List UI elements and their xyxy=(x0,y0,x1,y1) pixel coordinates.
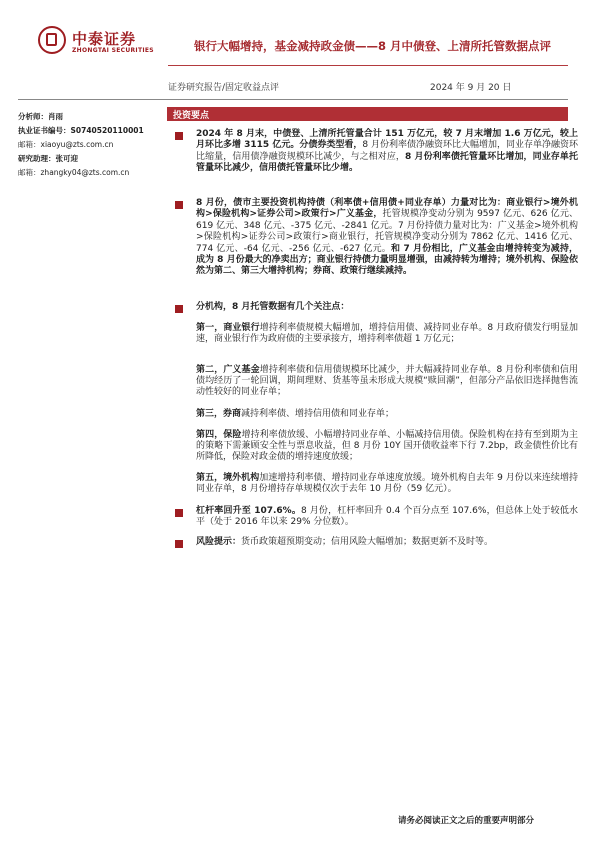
analyst-email-row: 邮箱：xiaoyu@zts.com.cn xyxy=(18,140,114,149)
report-category: 证券研究报告/固定收益点评 xyxy=(168,83,280,93)
footer-disclaimer: 请务必阅读正文之后的重要声明部分 xyxy=(398,816,535,826)
meta-divider xyxy=(18,99,568,100)
report-date: 2024 年 9 月 20 日 xyxy=(430,83,512,93)
logo-mark-icon xyxy=(38,26,66,54)
paragraph-custody-total: 2024 年 8 月末，中债登、上清所托管量合计 151 万亿元，较 7 月末增加 1.6 万亿元，较上月环比多增 3115 亿元。分债券类型看，8 月份利率债净融资环比大幅增加，同业存单净融资环比缩量，信用债净融资规模环比减少，与之相对应，8 月份利率债托管量环比增加，同业存单托管量环比减少，信用债托管量环比少增。 xyxy=(196,129,578,174)
point-brokers: 第三，券商减持利率债、增持信用债和同业存单； xyxy=(196,409,395,419)
analyst-row: 分析师：肖雨 xyxy=(18,112,63,121)
bullet-icon xyxy=(175,305,183,313)
assistant-name: 张可迎 xyxy=(55,154,78,163)
cert-number: S0740520110001 xyxy=(70,126,144,135)
cert-row: 执业证书编号：S0740520110001 xyxy=(18,126,144,135)
section-title-bar xyxy=(167,107,568,121)
analyst-email[interactable]: xiaoyu@zts.com.cn xyxy=(40,140,114,149)
paragraph-focus-intro: 分机构，8 月托管数据有几个关注点： xyxy=(196,302,350,312)
point-broad-funds: 第二，广义基金增持利率债和信用债规模环比减少，并大幅减持同业存单。8 月份利率债和信用债均经历了一轮回调，期间理财、货基等虽未形成大规模“赎回潮”，但部分产品依旧选择抛售流动性较好的同业存单； xyxy=(196,365,578,398)
assistant-row: 研究助理：张可迎 xyxy=(18,154,78,163)
assistant-email-row: 邮箱：zhangky04@zts.com.cn xyxy=(18,168,130,177)
point-foreign-institutions: 第五，境外机构加速增持利率债、增持同业存单速度放缓。境外机构自去年 9 月份以来连续增持同业存单，8 月份增持存单规模仅次于去年 10 月份（59 亿元）。 xyxy=(196,473,578,495)
analyst-name: 肖雨 xyxy=(48,112,63,121)
bullet-icon xyxy=(175,132,183,140)
assistant-email[interactable]: zhangky04@zts.com.cn xyxy=(40,168,130,177)
paragraph-institution-comparison: 8 月份，债市主要投资机构持债（利率债+信用债+同业存单）力量对比为：商业银行>境外机构>保险机构>证券公司>政策行>广义基金，托管规模净变动分别为 9597 亿元、626 亿元、619 亿元、348 亿元、-375 亿元、-2841 亿元。7 月份持债力量对比为：广义基金>境外机构>保险机构>证券公司>政策行>商业银行，托管规模净变动分别为 7862 亿元、1416 亿元、774 亿元、-64 亿元、-256 亿元、-627 亿元。和 7 月份相比，广义基金由增持转变为减持，成为 8 月份最大的净卖出方；商业银行持债力量明显增强，由减持转为增持；境外机构、保险依然为第二、第三大增持机构；券商、政策行继续减持。 xyxy=(196,198,578,277)
report-headline: 银行大幅增持，基金减持政金债——8 月中债登、上清所托管数据点评 xyxy=(194,39,552,53)
brand-name-cn: 中泰证券 xyxy=(72,30,137,48)
point-commercial-banks: 第一，商业银行增持利率债规模大幅增加，增持信用债、减持同业存单。8 月政府债发行明显加速，商业银行作为政府债的主要承接方，增持利率债超 1 万亿元； xyxy=(196,323,578,345)
bullet-icon xyxy=(175,509,183,517)
author-sidebar xyxy=(18,112,163,182)
paragraph-risk: 风险提示：货币政策超预期变动；信用风险大幅增加；数据更新不及时等。 xyxy=(196,537,494,547)
brand-logo xyxy=(38,26,163,58)
paragraph-leverage: 杠杆率回升至 107.6%。8 月份，杠杆率回升 0.4 个百分点至 107.6%，但总体上处于较低水平（处于 2016 年以来 29% 分位数）。 xyxy=(196,506,578,528)
brand-name-en: ZHONGTAI SECURITIES xyxy=(72,47,154,54)
header-divider xyxy=(168,65,568,66)
bullet-icon xyxy=(175,201,183,209)
section-title: 投资要点 xyxy=(173,111,210,121)
point-insurance: 第四，保险增持利率债放缓、小幅增持同业存单、小幅减持信用债。保险机构在持有至到期为主的策略下需兼顾安全性与票息收益，但 8 月份 10Y 国开债收益率下行 7.2bp，政金债性价比有所降低，保险对政金债的增持速度放缓； xyxy=(196,430,578,463)
bullet-icon xyxy=(175,540,183,548)
